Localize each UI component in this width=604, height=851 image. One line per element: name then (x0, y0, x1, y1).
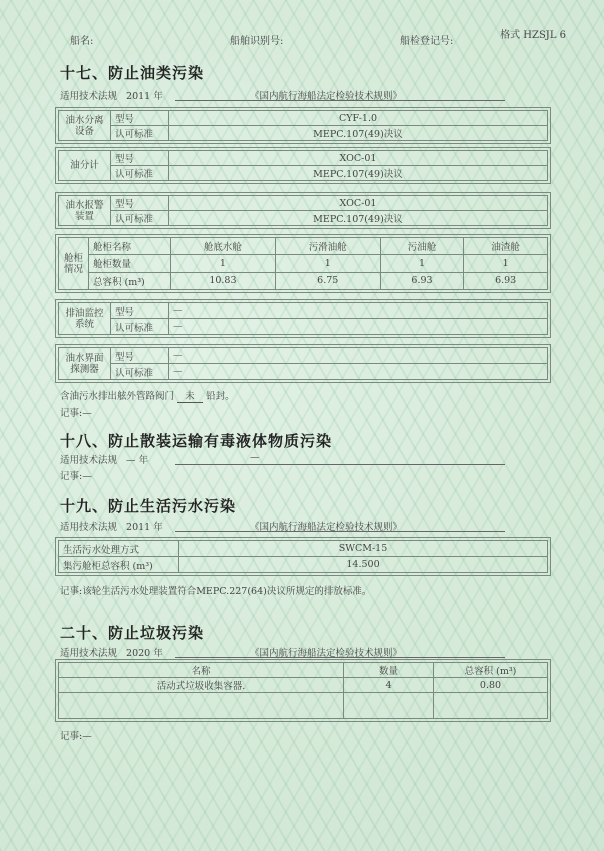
tank-col-3: 污油舱 (380, 238, 464, 255)
tanks-name-label: 舱柜名称 (89, 238, 171, 255)
sewage-tank-label: 集污舱柜总容积 (m³) (59, 557, 179, 573)
tank-volume-1: 10.83 (171, 272, 276, 289)
tank-volume-4: 6.93 (464, 272, 548, 289)
discharge-model-label: 型号 (111, 303, 169, 319)
interface-model: — (169, 348, 548, 364)
s20-reg-underline (175, 657, 505, 658)
alarm-approval: MEPC.107(49)决议 (169, 211, 548, 226)
discharge-model: — (169, 303, 548, 319)
s17-reg-label: 适用技术法规 (60, 91, 118, 102)
garbage-table (58, 662, 548, 719)
s19-remark: 记事:该轮生活污水处理装置符合MEPC.227(64)决议所规定的排放标准。 (60, 586, 372, 597)
section-19-title: 十九、防止生活污水污染 (60, 497, 237, 515)
sewage-tank-value: 14.500 (179, 557, 548, 573)
meter-label: 油分计 (59, 151, 111, 181)
valve-seal-note (60, 388, 235, 403)
garbage-col-qty: 数量 (344, 663, 434, 678)
discharge-label: 排油监控系统 (59, 303, 111, 335)
s19-reg-underline (175, 531, 505, 532)
sewage-device-label: 生活污水处理方式 (59, 541, 179, 557)
tanks-label: 舱柜情况 (59, 238, 89, 290)
section-17-title: 十七、防止油类污染 (60, 64, 205, 82)
garbage-empty-cell-1 (59, 693, 344, 719)
separator-approval-label: 认可标准 (111, 126, 169, 141)
discharge-approval-label: 认可标准 (111, 319, 169, 335)
tank-count-1: 1 (171, 255, 276, 272)
garbage-empty-cell-2 (344, 693, 434, 719)
meter-model: XOC-01 (169, 151, 548, 166)
s19-reg-year: 2011 年 (126, 522, 163, 533)
sewage-device-value: SWCM-15 (179, 541, 548, 557)
tank-col-4: 油渣舱 (464, 238, 548, 255)
separator-label: 油水分离设备 (59, 111, 111, 141)
s18-reg-year: — 年 (126, 455, 149, 466)
discharge-approval: — (169, 319, 548, 335)
s18-reg-name: — (250, 452, 260, 463)
s17-reg-name: 《国内航行海船法定检验技术规则》 (250, 91, 403, 102)
interface-detector-table (58, 347, 548, 380)
meter-approval: MEPC.107(49)决议 (169, 166, 548, 181)
alarm-approval-label: 认可标准 (111, 211, 169, 226)
separator-approval: MEPC.107(49)决议 (169, 126, 548, 141)
registry-label: 船检登记号: (400, 36, 454, 47)
oil-water-separator-table (58, 110, 548, 141)
meter-model-label: 型号 (111, 151, 169, 166)
interface-approval-label: 认可标准 (111, 364, 169, 380)
s19-reg-label: 适用技术法规 (60, 522, 118, 533)
oil-content-meter-table (58, 150, 548, 181)
tank-count-4: 1 (464, 255, 548, 272)
s20-remark: 记事:— (60, 731, 92, 742)
separator-model-label: 型号 (111, 111, 169, 126)
tank-col-1: 舱底水舱 (171, 238, 276, 255)
interface-model-label: 型号 (111, 348, 169, 364)
section-20-title: 二十、防止垃圾污染 (60, 624, 205, 642)
alarm-model: XOC-01 (169, 196, 548, 211)
form-code: 格式 HZSJL 6 (500, 30, 566, 41)
s20-reg-name: 《国内航行海船法定检验技术规则》 (250, 648, 403, 659)
alarm-model-label: 型号 (111, 196, 169, 211)
s18-reg (60, 452, 260, 466)
garbage-row-qty: 4 (344, 678, 434, 693)
valve-seal-pre: 含油污水排出舷外管路阀门 (60, 391, 175, 402)
discharge-monitor-table (58, 302, 548, 335)
tanks-volume-label: 总容积 (m³) (89, 272, 171, 289)
s17-reg (60, 88, 403, 102)
interface-approval: — (169, 364, 548, 380)
interface-label: 油水界面探测器 (59, 348, 111, 380)
garbage-row-name: 活动式垃圾收集容器. (59, 678, 344, 693)
garbage-empty-cell-3 (434, 693, 548, 719)
tank-volume-3: 6.93 (380, 272, 464, 289)
oil-alarm-table (58, 195, 548, 226)
s18-reg-underline (175, 464, 505, 465)
tank-col-2: 污滑油舱 (275, 238, 380, 255)
s20-reg (60, 645, 403, 659)
garbage-col-vol: 总容积 (m³) (434, 663, 548, 678)
tank-volume-2: 6.75 (275, 272, 380, 289)
s20-reg-label: 适用技术法规 (60, 648, 118, 659)
tank-count-3: 1 (380, 255, 464, 272)
s20-reg-year: 2020 年 (126, 648, 163, 659)
tanks-count-label: 舱柜数量 (89, 255, 171, 272)
alarm-label: 油水报警装置 (59, 196, 111, 226)
section-18-title: 十八、防止散装运输有毒液体物质污染 (60, 432, 333, 450)
s17-remark: 记事:— (60, 408, 92, 419)
sewage-table (58, 540, 548, 573)
ship-name-label: 船名: (70, 36, 94, 47)
garbage-col-name: 名称 (59, 663, 344, 678)
s18-remark: 记事:— (60, 471, 92, 482)
valve-seal-value: 未 (177, 388, 203, 403)
s17-reg-year: 2011 年 (126, 91, 163, 102)
separator-model: CYF-1.0 (169, 111, 548, 126)
meter-approval-label: 认可标准 (111, 166, 169, 181)
ship-id-label: 船舶识别号: (230, 36, 284, 47)
tank-count-2: 1 (275, 255, 380, 272)
garbage-row-vol: 0.80 (434, 678, 548, 693)
tanks-table (58, 237, 548, 290)
s19-reg (60, 519, 403, 533)
table-row (59, 678, 548, 693)
s18-reg-label: 适用技术法规 (60, 455, 118, 466)
s19-reg-name: 《国内航行海船法定检验技术规则》 (250, 522, 403, 533)
s17-reg-underline (175, 100, 505, 101)
valve-seal-post: 铅封。 (206, 391, 235, 402)
